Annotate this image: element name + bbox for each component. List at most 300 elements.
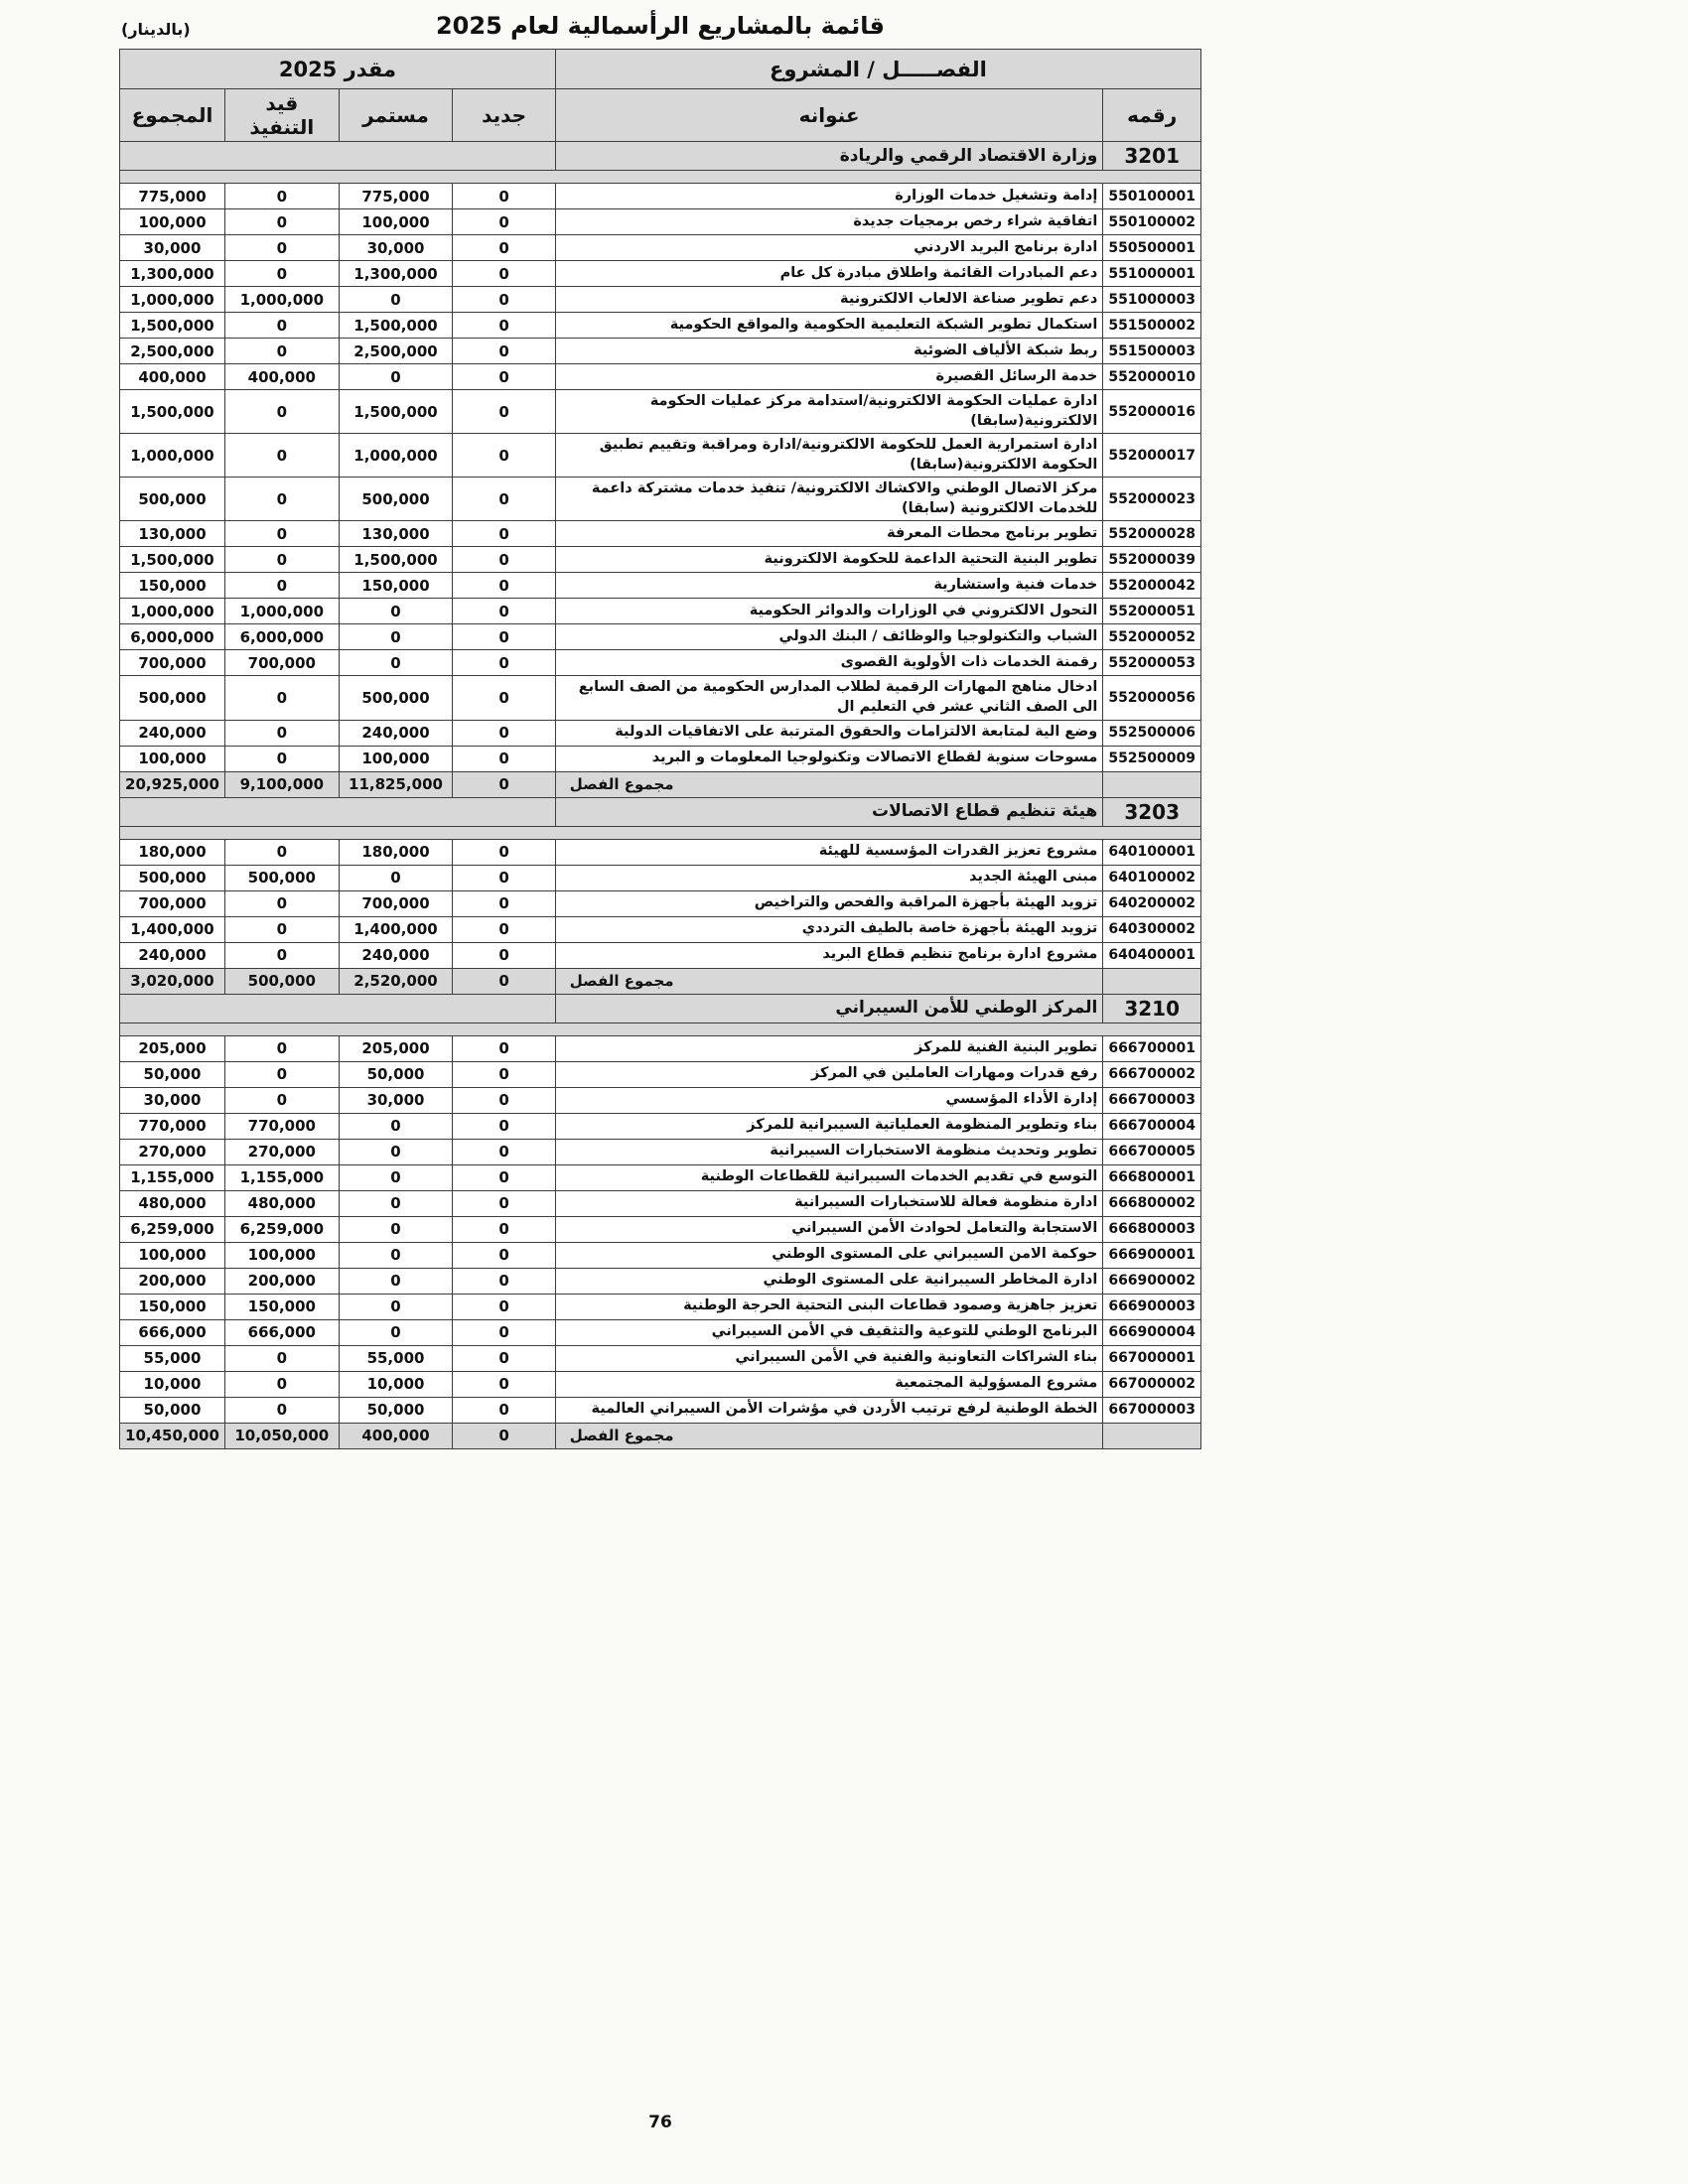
project-row (120, 1242, 1201, 1268)
page-number: 76 (648, 2113, 672, 2132)
project-in-progress: 0 (224, 746, 339, 771)
project-new: 0 (453, 916, 555, 942)
project-new: 0 (453, 1345, 555, 1371)
project-new: 0 (453, 390, 555, 434)
project-row (120, 313, 1201, 339)
project-in-progress: 0 (224, 434, 339, 478)
project-title: تطوير البنية التحتية الداعمة للحكومة الالكترونية (555, 547, 1103, 573)
project-new: 0 (453, 746, 555, 771)
chapter-total-row (120, 1423, 1201, 1448)
project-continuing: 30,000 (339, 1087, 453, 1113)
project-title: مركز الاتصال الوطني والاكشاك الالكترونية/ تنفيذ خدمات مشتركة داعمة للخدمات الالكترونية (سابقا) (555, 478, 1103, 521)
project-id: 551000001 (1103, 261, 1201, 287)
document-page (119, 8, 1201, 2177)
chapter-spacer-row (120, 171, 1201, 184)
project-id: 552000010 (1103, 364, 1201, 390)
chapter-number: 3210 (1103, 994, 1201, 1023)
project-total: 200,000 (120, 1268, 225, 1294)
chapter-header-row (120, 994, 1201, 1023)
project-title: بناء وتطوير المنظومة العملياتية السيبرانية للمركز (555, 1113, 1103, 1139)
project-title: رقمنة الخدمات ذات الأولوية القصوى (555, 650, 1103, 676)
project-row (120, 287, 1201, 313)
project-continuing: 10,000 (339, 1371, 453, 1397)
project-continuing: 700,000 (339, 890, 453, 916)
project-row (120, 1216, 1201, 1242)
project-new: 0 (453, 624, 555, 650)
project-row (120, 599, 1201, 624)
project-row (120, 916, 1201, 942)
project-in-progress: 0 (224, 390, 339, 434)
column-header-total: المجموع (120, 89, 225, 142)
project-total: 1,500,000 (120, 390, 225, 434)
project-row (120, 890, 1201, 916)
project-total: 150,000 (120, 1294, 225, 1319)
project-new: 0 (453, 942, 555, 968)
project-new: 0 (453, 1087, 555, 1113)
project-row (120, 209, 1201, 235)
project-row (120, 1087, 1201, 1113)
project-total: 240,000 (120, 942, 225, 968)
project-new: 0 (453, 235, 555, 261)
chapter-spacer (120, 1023, 1201, 1035)
project-new: 0 (453, 1268, 555, 1294)
chapter-header-empty (120, 994, 556, 1023)
project-in-progress: 200,000 (224, 1268, 339, 1294)
project-row (120, 865, 1201, 890)
project-continuing: 100,000 (339, 209, 453, 235)
project-title: دعم المبادرات القائمة واطلاق مبادرة كل عام (555, 261, 1103, 287)
project-title: اتفاقية شراء رخص برمجيات جديدة (555, 209, 1103, 235)
project-new: 0 (453, 1371, 555, 1397)
project-id: 640300002 (1103, 916, 1201, 942)
chapter-number: 3201 (1103, 142, 1201, 171)
project-continuing: 0 (339, 650, 453, 676)
project-id: 552000051 (1103, 599, 1201, 624)
project-total: 666,000 (120, 1319, 225, 1345)
project-title: تطوير البنية الفنية للمركز (555, 1035, 1103, 1061)
project-new: 0 (453, 1242, 555, 1268)
project-id: 667000002 (1103, 1371, 1201, 1397)
project-in-progress: 0 (224, 916, 339, 942)
project-in-progress: 0 (224, 261, 339, 287)
project-title: الخطة الوطنية لرفع ترتيب الأردن في مؤشرات الأمن السيبراني العالمية (555, 1397, 1103, 1423)
project-new: 0 (453, 364, 555, 390)
project-row (120, 390, 1201, 434)
project-title: تعزيز جاهزية وصمود قطاعات البنى التحتية الحرجة الوطنية (555, 1294, 1103, 1319)
project-row (120, 261, 1201, 287)
project-total: 1,500,000 (120, 547, 225, 573)
currency-note: (بالدينار) (121, 20, 191, 39)
project-title: مبنى الهيئة الجديد (555, 865, 1103, 890)
project-continuing: 1,300,000 (339, 261, 453, 287)
project-total: 400,000 (120, 364, 225, 390)
project-id: 552000052 (1103, 624, 1201, 650)
chapter-total-label: مجموع الفصل (555, 968, 1103, 994)
project-new: 0 (453, 890, 555, 916)
project-in-progress: 0 (224, 1061, 339, 1087)
project-new: 0 (453, 339, 555, 364)
project-in-progress: 666,000 (224, 1319, 339, 1345)
project-row (120, 1190, 1201, 1216)
project-in-progress: 0 (224, 890, 339, 916)
project-total: 1,000,000 (120, 287, 225, 313)
project-total: 6,000,000 (120, 624, 225, 650)
project-continuing: 30,000 (339, 235, 453, 261)
project-in-progress: 0 (224, 547, 339, 573)
project-in-progress: 0 (224, 478, 339, 521)
project-title: الشباب والتكنولوجيا والوظائف / البنك الدولي (555, 624, 1103, 650)
project-row (120, 1319, 1201, 1345)
group-header-estimated-2025: مقدر 2025 (120, 50, 556, 89)
project-id: 667000003 (1103, 1397, 1201, 1423)
project-row (120, 339, 1201, 364)
project-continuing: 100,000 (339, 746, 453, 771)
chapter-spacer-row (120, 826, 1201, 839)
project-total: 500,000 (120, 478, 225, 521)
project-continuing: 0 (339, 1319, 453, 1345)
project-row (120, 1035, 1201, 1061)
project-in-progress: 0 (224, 1035, 339, 1061)
column-header-number: رقمه (1103, 89, 1201, 142)
project-total: 1,500,000 (120, 313, 225, 339)
project-row (120, 547, 1201, 573)
project-continuing: 1,000,000 (339, 434, 453, 478)
column-header-continuing: مستمر (339, 89, 453, 142)
chapter-total-empty (1103, 771, 1201, 797)
project-continuing: 0 (339, 1190, 453, 1216)
project-new: 0 (453, 839, 555, 865)
project-total: 480,000 (120, 1190, 225, 1216)
project-title: تطوير برنامج محطات المعرفة (555, 521, 1103, 547)
project-total: 130,000 (120, 521, 225, 547)
project-id: 640100002 (1103, 865, 1201, 890)
project-id: 552500009 (1103, 746, 1201, 771)
column-header-title: عنوانه (555, 89, 1103, 142)
project-continuing: 0 (339, 865, 453, 890)
project-total: 1,000,000 (120, 434, 225, 478)
project-in-progress: 0 (224, 573, 339, 599)
project-total: 50,000 (120, 1061, 225, 1087)
project-row (120, 434, 1201, 478)
project-new: 0 (453, 599, 555, 624)
project-id: 551500003 (1103, 339, 1201, 364)
project-total: 150,000 (120, 573, 225, 599)
project-row (120, 1164, 1201, 1190)
project-in-progress: 0 (224, 1371, 339, 1397)
project-title: ربط شبكة الألياف الضوئية (555, 339, 1103, 364)
chapter-title: المركز الوطني للأمن السيبراني (555, 994, 1103, 1023)
chapter-header-row (120, 797, 1201, 826)
table-header (120, 50, 1201, 142)
project-new: 0 (453, 1294, 555, 1319)
project-new: 0 (453, 1216, 555, 1242)
project-in-progress: 700,000 (224, 650, 339, 676)
project-total: 1,400,000 (120, 916, 225, 942)
project-new: 0 (453, 287, 555, 313)
chapter-spacer (120, 171, 1201, 184)
project-in-progress: 100,000 (224, 1242, 339, 1268)
project-new: 0 (453, 1139, 555, 1164)
project-continuing: 50,000 (339, 1397, 453, 1423)
project-row (120, 184, 1201, 209)
project-total: 100,000 (120, 746, 225, 771)
project-title: رفع قدرات ومهارات العاملين في المركز (555, 1061, 1103, 1087)
chapter-total-total: 3,020,000 (120, 968, 225, 994)
chapter-total-continuing: 2,520,000 (339, 968, 453, 994)
project-total: 30,000 (120, 1087, 225, 1113)
project-total: 100,000 (120, 209, 225, 235)
project-continuing: 240,000 (339, 720, 453, 746)
project-row (120, 1371, 1201, 1397)
project-row (120, 624, 1201, 650)
chapter-header-row (120, 142, 1201, 171)
project-new: 0 (453, 1190, 555, 1216)
project-id: 552000016 (1103, 390, 1201, 434)
project-total: 240,000 (120, 720, 225, 746)
project-id: 666800002 (1103, 1190, 1201, 1216)
project-new: 0 (453, 720, 555, 746)
project-continuing: 0 (339, 364, 453, 390)
project-id: 666900001 (1103, 1242, 1201, 1268)
project-total: 30,000 (120, 235, 225, 261)
projects-table-body (120, 142, 1201, 1449)
project-new: 0 (453, 521, 555, 547)
project-new: 0 (453, 209, 555, 235)
project-title: مشروع ادارة برنامج تنظيم قطاع البريد (555, 942, 1103, 968)
project-id: 552000023 (1103, 478, 1201, 521)
chapter-total-label: مجموع الفصل (555, 771, 1103, 797)
project-row (120, 720, 1201, 746)
project-continuing: 0 (339, 1242, 453, 1268)
project-row (120, 839, 1201, 865)
project-id: 666700003 (1103, 1087, 1201, 1113)
project-total: 180,000 (120, 839, 225, 865)
project-in-progress: 0 (224, 1397, 339, 1423)
chapter-title: وزارة الاقتصاد الرقمي والريادة (555, 142, 1103, 171)
project-new: 0 (453, 1397, 555, 1423)
project-row (120, 1139, 1201, 1164)
project-id: 666900004 (1103, 1319, 1201, 1345)
project-id: 550100002 (1103, 209, 1201, 235)
project-row (120, 1397, 1201, 1423)
project-new: 0 (453, 547, 555, 573)
project-row (120, 746, 1201, 771)
project-in-progress: 500,000 (224, 865, 339, 890)
project-new: 0 (453, 1319, 555, 1345)
project-continuing: 0 (339, 1216, 453, 1242)
project-title: خدمة الرسائل القصيرة (555, 364, 1103, 390)
column-header-in-progress: قيد التنفيذ (224, 89, 339, 142)
project-id: 552000056 (1103, 676, 1201, 720)
chapter-total-in-progress: 500,000 (224, 968, 339, 994)
column-header-row (120, 89, 1201, 142)
project-row (120, 1345, 1201, 1371)
chapter-number: 3203 (1103, 797, 1201, 826)
column-header-new: جديد (453, 89, 555, 142)
chapter-spacer-row (120, 1023, 1201, 1035)
project-id: 666800001 (1103, 1164, 1201, 1190)
project-title: الاستجابة والتعامل لحوادث الأمن السيبراني (555, 1216, 1103, 1242)
project-total: 55,000 (120, 1345, 225, 1371)
project-in-progress: 150,000 (224, 1294, 339, 1319)
project-new: 0 (453, 478, 555, 521)
project-id: 640200002 (1103, 890, 1201, 916)
capital-projects-table (119, 49, 1201, 1449)
project-continuing: 130,000 (339, 521, 453, 547)
project-new: 0 (453, 1035, 555, 1061)
project-row (120, 1294, 1201, 1319)
project-total: 2,500,000 (120, 339, 225, 364)
project-total: 775,000 (120, 184, 225, 209)
project-row (120, 573, 1201, 599)
project-in-progress: 0 (224, 942, 339, 968)
project-continuing: 0 (339, 1268, 453, 1294)
project-total: 270,000 (120, 1139, 225, 1164)
chapter-header-empty (120, 142, 556, 171)
project-title: مشروع المسؤولية المجتمعية (555, 1371, 1103, 1397)
project-continuing: 1,500,000 (339, 390, 453, 434)
project-title: إدارة الأداء المؤسسي (555, 1087, 1103, 1113)
project-title: البرنامج الوطني للتوعية والتثقيف في الأمن السيبراني (555, 1319, 1103, 1345)
project-id: 551500002 (1103, 313, 1201, 339)
chapter-header-empty (120, 797, 556, 826)
project-new: 0 (453, 313, 555, 339)
project-continuing: 500,000 (339, 478, 453, 521)
project-row (120, 478, 1201, 521)
project-id: 552500006 (1103, 720, 1201, 746)
project-new: 0 (453, 434, 555, 478)
project-title: مسوحات سنوية لقطاع الاتصالات وتكنولوجيا المعلومات و البريد (555, 746, 1103, 771)
project-id: 550500001 (1103, 235, 1201, 261)
project-total: 770,000 (120, 1113, 225, 1139)
project-continuing: 0 (339, 1113, 453, 1139)
chapter-total-new: 0 (453, 968, 555, 994)
project-row (120, 942, 1201, 968)
project-title: ادخال مناهج المهارات الرقمية لطلاب المدارس الحكومية من الصف السابع الى الصف الثاني عشر في التعليم ال (555, 676, 1103, 720)
project-new: 0 (453, 1113, 555, 1139)
project-id: 552000053 (1103, 650, 1201, 676)
project-title: مشروع تعزيز القدرات المؤسسية للهيئة (555, 839, 1103, 865)
project-in-progress: 1,155,000 (224, 1164, 339, 1190)
project-title: إدامة وتشغيل خدمات الوزارة (555, 184, 1103, 209)
project-in-progress: 6,000,000 (224, 624, 339, 650)
project-total: 50,000 (120, 1397, 225, 1423)
project-continuing: 205,000 (339, 1035, 453, 1061)
project-in-progress: 1,000,000 (224, 287, 339, 313)
project-in-progress: 0 (224, 209, 339, 235)
project-in-progress: 0 (224, 339, 339, 364)
project-new: 0 (453, 676, 555, 720)
project-total: 500,000 (120, 676, 225, 720)
project-new: 0 (453, 650, 555, 676)
project-id: 666900002 (1103, 1268, 1201, 1294)
project-title: ادارة المخاطر السيبرانية على المستوى الوطني (555, 1268, 1103, 1294)
project-row (120, 1268, 1201, 1294)
project-id: 666700001 (1103, 1035, 1201, 1061)
project-in-progress: 0 (224, 1345, 339, 1371)
project-in-progress: 1,000,000 (224, 599, 339, 624)
project-title: التوسع في تقديم الخدمات السيبرانية للقطاعات الوطنية (555, 1164, 1103, 1190)
project-continuing: 55,000 (339, 1345, 453, 1371)
project-title: التحول الالكتروني في الوزارات والدوائر الحكومية (555, 599, 1103, 624)
project-in-progress: 480,000 (224, 1190, 339, 1216)
project-new: 0 (453, 261, 555, 287)
project-in-progress: 0 (224, 720, 339, 746)
project-in-progress: 0 (224, 313, 339, 339)
chapter-total-new: 0 (453, 1423, 555, 1448)
chapter-total-row (120, 968, 1201, 994)
project-in-progress: 770,000 (224, 1113, 339, 1139)
project-title: تزويد الهيئة بأجهزة خاصة بالطيف الترددي (555, 916, 1103, 942)
project-continuing: 0 (339, 1139, 453, 1164)
project-total: 1,300,000 (120, 261, 225, 287)
project-in-progress: 0 (224, 676, 339, 720)
project-in-progress: 0 (224, 184, 339, 209)
project-row (120, 1061, 1201, 1087)
project-id: 552000028 (1103, 521, 1201, 547)
project-continuing: 50,000 (339, 1061, 453, 1087)
chapter-total-continuing: 400,000 (339, 1423, 453, 1448)
project-continuing: 150,000 (339, 573, 453, 599)
project-continuing: 240,000 (339, 942, 453, 968)
project-total: 700,000 (120, 650, 225, 676)
project-id: 666900003 (1103, 1294, 1201, 1319)
project-id: 552000017 (1103, 434, 1201, 478)
project-title: استكمال تطوير الشبكة التعليمية الحكومية والمواقع الحكومية (555, 313, 1103, 339)
project-title: ادارة برنامج البريد الاردني (555, 235, 1103, 261)
chapter-total-continuing: 11,825,000 (339, 771, 453, 797)
project-total: 500,000 (120, 865, 225, 890)
project-total: 1,155,000 (120, 1164, 225, 1190)
project-id: 552000042 (1103, 573, 1201, 599)
project-id: 666700005 (1103, 1139, 1201, 1164)
project-continuing: 1,500,000 (339, 313, 453, 339)
group-header-row (120, 50, 1201, 89)
project-id: 552000039 (1103, 547, 1201, 573)
project-id: 640100001 (1103, 839, 1201, 865)
project-continuing: 0 (339, 624, 453, 650)
project-title: ادارة استمرارية العمل للحكومة الالكترونية/ادارة ومراقبة وتقييم تطبيق الحكومة الالكترونية(سابقا) (555, 434, 1103, 478)
project-new: 0 (453, 1164, 555, 1190)
project-total: 100,000 (120, 1242, 225, 1268)
chapter-total-empty (1103, 968, 1201, 994)
project-new: 0 (453, 1061, 555, 1087)
chapter-spacer (120, 826, 1201, 839)
project-continuing: 0 (339, 287, 453, 313)
project-id: 667000001 (1103, 1345, 1201, 1371)
project-title: خدمات فنية واستشارية (555, 573, 1103, 599)
project-id: 640400001 (1103, 942, 1201, 968)
project-total: 1,000,000 (120, 599, 225, 624)
project-in-progress: 0 (224, 1087, 339, 1113)
project-continuing: 0 (339, 1164, 453, 1190)
project-id: 666800003 (1103, 1216, 1201, 1242)
project-new: 0 (453, 865, 555, 890)
project-in-progress: 270,000 (224, 1139, 339, 1164)
project-id: 550100001 (1103, 184, 1201, 209)
project-id: 666700002 (1103, 1061, 1201, 1087)
chapter-total-total: 20,925,000 (120, 771, 225, 797)
project-total: 10,000 (120, 1371, 225, 1397)
project-total: 205,000 (120, 1035, 225, 1061)
chapter-total-label: مجموع الفصل (555, 1423, 1103, 1448)
project-title: وضع الية لمتابعة الالتزامات والحقوق المترتبة على الاتفاقيات الدولية (555, 720, 1103, 746)
project-continuing: 775,000 (339, 184, 453, 209)
chapter-total-total: 10,450,000 (120, 1423, 225, 1448)
project-continuing: 2,500,000 (339, 339, 453, 364)
project-in-progress: 400,000 (224, 364, 339, 390)
chapter-total-row (120, 771, 1201, 797)
